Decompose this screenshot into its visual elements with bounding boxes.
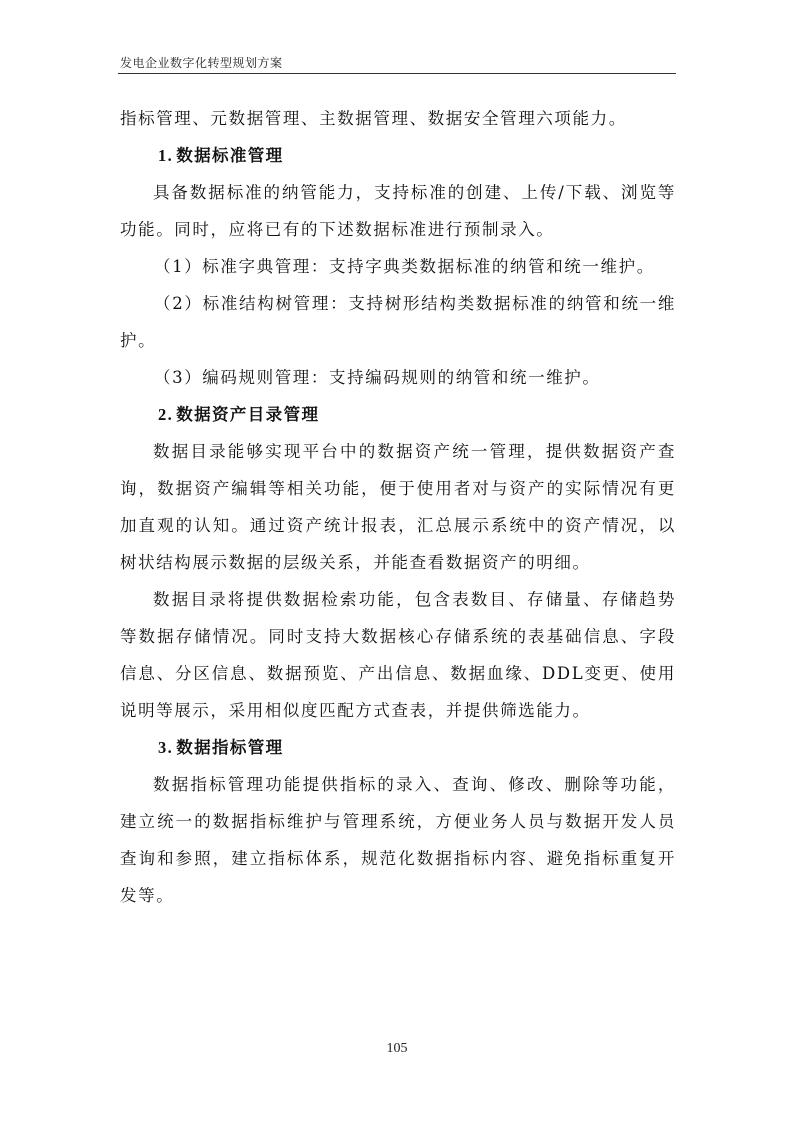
section-title-2: 数据资产目录管理 — [176, 405, 320, 424]
page-number: 105 — [386, 1041, 408, 1056]
section3-paragraph: 数据指标管理功能提供指标的录入、查询、修改、删除等功能，建立统一的数据指标维护与管理系统，方便业务人员与数据开发人员查询和参照，建立指标体系，规范化数据指标内容、避免指标重复开发等。 — [120, 775, 676, 905]
header-divider — [118, 73, 676, 74]
document-body — [120, 100, 676, 914]
section-heading-1 — [120, 137, 676, 174]
section-number-3: 3. — [158, 738, 174, 757]
section-heading-2 — [120, 396, 676, 433]
section-heading-3 — [120, 729, 676, 766]
section-number-1: 1. — [158, 146, 174, 165]
section1-item-3: （3）编码规则管理：支持编码规则的纳管和统一维护。 — [154, 368, 601, 387]
intro-paragraph: 指标管理、元数据管理、主数据管理、数据安全管理六项能力。 — [120, 109, 627, 128]
section-title-1: 数据标准管理 — [176, 146, 284, 165]
section-title-3: 数据指标管理 — [176, 738, 284, 757]
running-header: 发电企业数字化转型规划方案 — [120, 56, 283, 70]
section2-paragraph-1: 数据目录能够实现平台中的数据资产统一管理，提供数据资产查询，数据资产编辑等相关功能，便于使用者对与资产的实际情况有更加直观的认知。通过资产统计报表，汇总展示系统中的资产情况，以树状结构展示数据的层级关系，并能查看数据资产的明细。 — [120, 442, 676, 572]
section1-item-2: （2）标准结构树管理：支持树形结构类数据标准的纳管和统一维护。 — [120, 294, 676, 350]
section2-paragraph-2: 数据目录将提供数据检索功能，包含表数目、存储量、存储趋势等数据存储情况。同时支持大数据核心存储系统的表基础信息、字段信息、分区信息、数据预览、产出信息、数据血缘、DDL变更、使用说明等展示，采用相似度匹配方式查表，并提供筛选能力。 — [120, 590, 676, 720]
section1-item-1: （1）标准字典管理：支持字典类数据标准的纳管和统一维护。 — [154, 257, 655, 276]
section1-paragraph: 具备数据标准的纳管能力，支持标准的创建、上传/下载、浏览等功能。同时，应将已有的下述数据标准进行预制录入。 — [120, 183, 676, 239]
section-number-2: 2. — [158, 405, 174, 424]
